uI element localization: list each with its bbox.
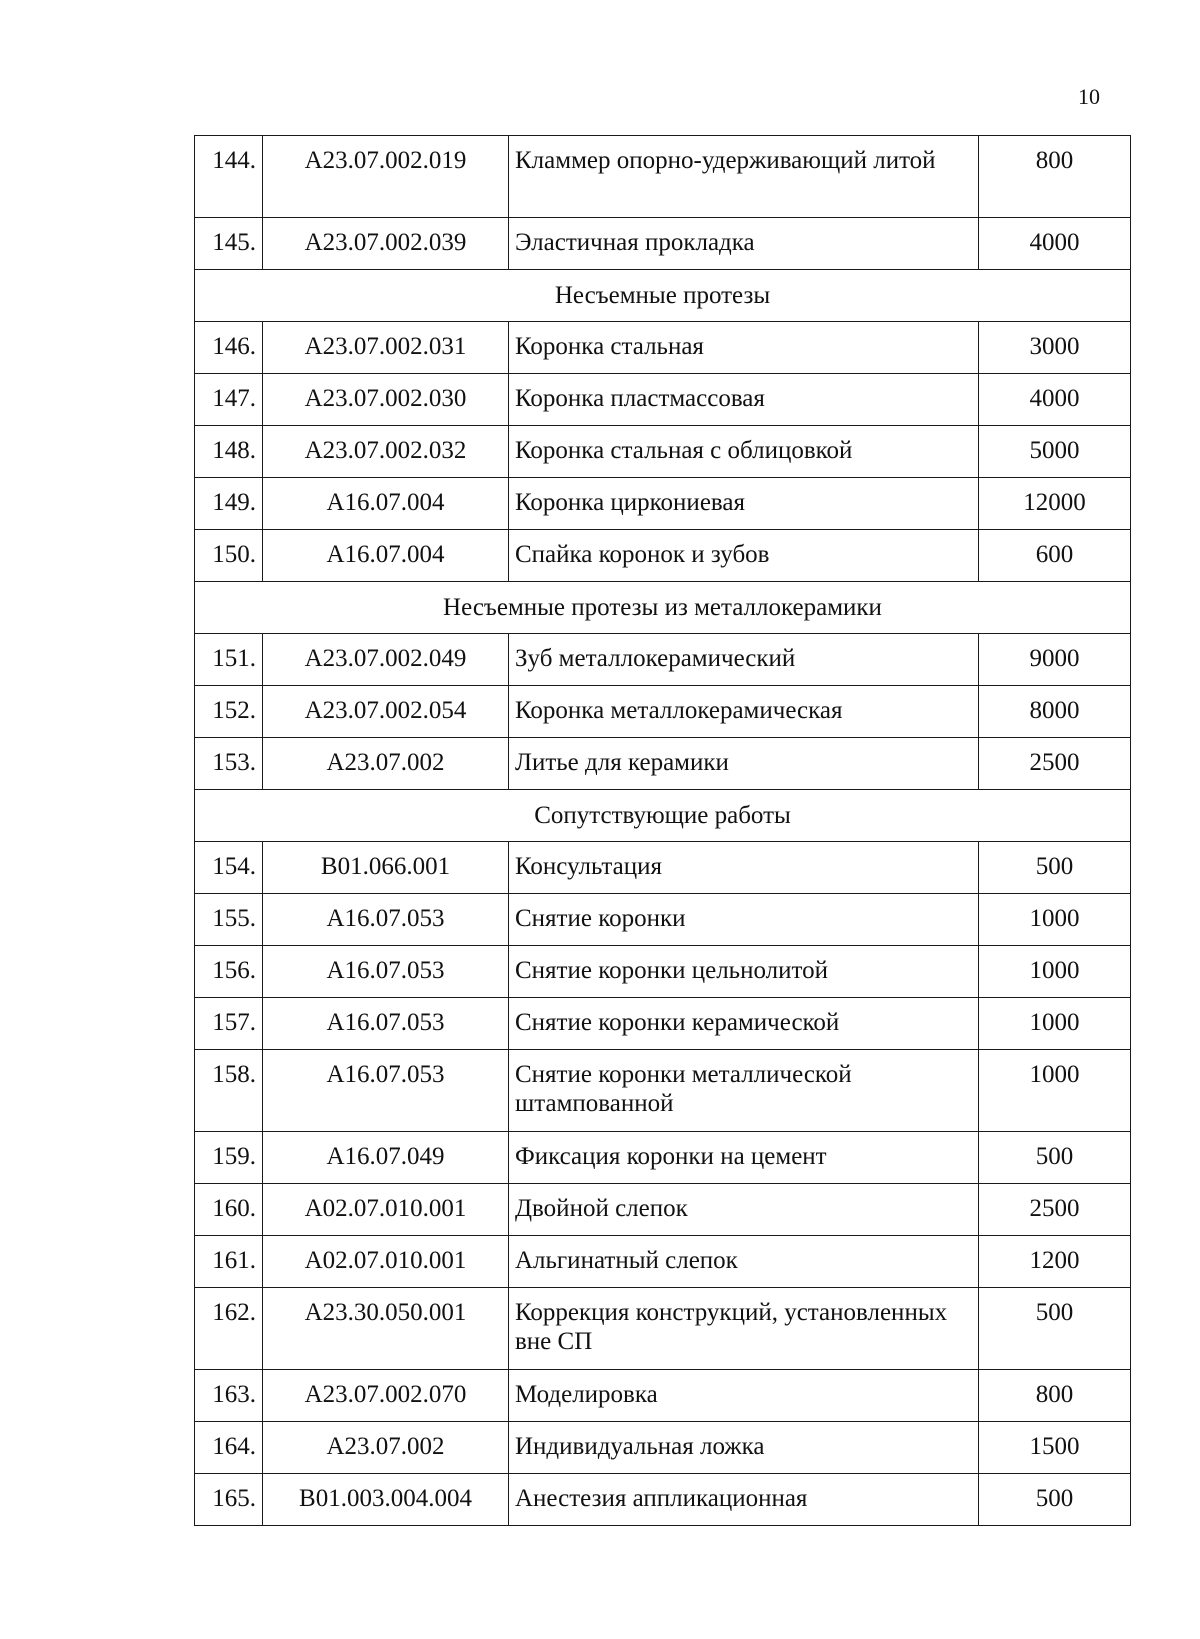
service-code: A23.07.002.049	[263, 634, 509, 686]
service-code: A16.07.053	[263, 946, 509, 998]
service-code: A23.07.002.039	[263, 218, 509, 270]
service-name: Анестезия аппликационная	[509, 1474, 979, 1526]
service-code: A23.07.002	[263, 738, 509, 790]
table-row	[195, 322, 1131, 374]
table-row	[195, 998, 1131, 1050]
service-price: 1000	[979, 1050, 1131, 1132]
service-code: A23.30.050.001	[263, 1288, 509, 1370]
table-row	[195, 1050, 1131, 1132]
service-name: Кламмер опорно-удерживающий литой	[509, 136, 979, 218]
service-name: Снятие коронки металлической штампованной	[509, 1050, 979, 1132]
service-price: 500	[979, 1288, 1131, 1370]
table-row	[195, 1422, 1131, 1474]
service-price: 5000	[979, 426, 1131, 478]
service-name: Коронка стальная с облицовкой	[509, 426, 979, 478]
service-code: A16.07.004	[263, 530, 509, 582]
service-name: Моделировка	[509, 1370, 979, 1422]
table-row	[195, 894, 1131, 946]
service-price: 1200	[979, 1236, 1131, 1288]
service-price: 500	[979, 1474, 1131, 1526]
service-code: A16.07.053	[263, 998, 509, 1050]
service-price: 600	[979, 530, 1131, 582]
page-number: 10	[1078, 84, 1100, 109]
table-row	[195, 634, 1131, 686]
service-price: 800	[979, 1370, 1131, 1422]
row-number: 165.	[195, 1474, 263, 1526]
service-name: Коронка стальная	[509, 322, 979, 374]
table-row	[195, 946, 1131, 998]
row-number: 147.	[195, 374, 263, 426]
table-row	[195, 530, 1131, 582]
row-number: 148.	[195, 426, 263, 478]
row-number: 149.	[195, 478, 263, 530]
row-number: 158.	[195, 1050, 263, 1132]
service-price: 2500	[979, 738, 1131, 790]
service-price: 4000	[979, 218, 1131, 270]
service-code: A02.07.010.001	[263, 1236, 509, 1288]
service-price: 4000	[979, 374, 1131, 426]
table-row	[195, 738, 1131, 790]
service-name: Коронка металлокерамическая	[509, 686, 979, 738]
row-number: 161.	[195, 1236, 263, 1288]
table-row	[195, 1132, 1131, 1184]
service-price: 3000	[979, 322, 1131, 374]
service-price: 500	[979, 1132, 1131, 1184]
row-number: 145.	[195, 218, 263, 270]
table-row	[195, 842, 1131, 894]
service-name: Снятие коронки цельнолитой	[509, 946, 979, 998]
row-number: 157.	[195, 998, 263, 1050]
service-code: A23.07.002.031	[263, 322, 509, 374]
table-row	[195, 1288, 1131, 1370]
table-row	[195, 426, 1131, 478]
service-name: Фиксация коронки на цемент	[509, 1132, 979, 1184]
service-name: Эластичная прокладка	[509, 218, 979, 270]
table-row	[195, 1184, 1131, 1236]
service-name: Снятие коронки	[509, 894, 979, 946]
service-name: Альгинатный слепок	[509, 1236, 979, 1288]
table-row	[195, 218, 1131, 270]
table-row	[195, 1474, 1131, 1526]
service-price: 500	[979, 842, 1131, 894]
service-name: Двойной слепок	[509, 1184, 979, 1236]
row-number: 152.	[195, 686, 263, 738]
service-code: A23.07.002.070	[263, 1370, 509, 1422]
row-number: 150.	[195, 530, 263, 582]
table-row	[195, 374, 1131, 426]
service-price: 800	[979, 136, 1131, 218]
service-code: A16.07.053	[263, 1050, 509, 1132]
service-name: Спайка коронок и зубов	[509, 530, 979, 582]
service-price: 9000	[979, 634, 1131, 686]
service-name: Коронка циркониевая	[509, 478, 979, 530]
row-number: 155.	[195, 894, 263, 946]
price-table	[194, 135, 1131, 1526]
section-title: Сопутствующие работы	[195, 790, 1131, 842]
section-header-row	[195, 790, 1131, 842]
service-price: 2500	[979, 1184, 1131, 1236]
table-row	[195, 686, 1131, 738]
service-code: A23.07.002.032	[263, 426, 509, 478]
service-name: Индивидуальная ложка	[509, 1422, 979, 1474]
service-price: 1000	[979, 946, 1131, 998]
service-price: 1000	[979, 894, 1131, 946]
row-number: 159.	[195, 1132, 263, 1184]
service-name: Снятие коронки керамической	[509, 998, 979, 1050]
service-code: B01.003.004.004	[263, 1474, 509, 1526]
section-header-row	[195, 270, 1131, 322]
price-table-body	[195, 136, 1131, 1526]
row-number: 144.	[195, 136, 263, 218]
section-title: Несъемные протезы из металлокерамики	[195, 582, 1131, 634]
service-name: Консультация	[509, 842, 979, 894]
row-number: 151.	[195, 634, 263, 686]
service-code: A23.07.002	[263, 1422, 509, 1474]
section-title: Несъемные протезы	[195, 270, 1131, 322]
service-code: B01.066.001	[263, 842, 509, 894]
row-number: 146.	[195, 322, 263, 374]
row-number: 163.	[195, 1370, 263, 1422]
service-code: A16.07.049	[263, 1132, 509, 1184]
service-code: A16.07.053	[263, 894, 509, 946]
service-name: Литье для керамики	[509, 738, 979, 790]
service-price: 12000	[979, 478, 1131, 530]
service-price: 8000	[979, 686, 1131, 738]
service-name: Коронка пластмассовая	[509, 374, 979, 426]
row-number: 153.	[195, 738, 263, 790]
row-number: 160.	[195, 1184, 263, 1236]
table-row	[195, 136, 1131, 218]
service-name: Коррекция конструкций, установленных вне СП	[509, 1288, 979, 1370]
service-code: A02.07.010.001	[263, 1184, 509, 1236]
service-code: A23.07.002.054	[263, 686, 509, 738]
row-number: 156.	[195, 946, 263, 998]
row-number: 162.	[195, 1288, 263, 1370]
service-price: 1500	[979, 1422, 1131, 1474]
row-number: 154.	[195, 842, 263, 894]
table-row	[195, 1370, 1131, 1422]
table-row	[195, 1236, 1131, 1288]
section-header-row	[195, 582, 1131, 634]
service-code: A23.07.002.019	[263, 136, 509, 218]
table-row	[195, 478, 1131, 530]
service-price: 1000	[979, 998, 1131, 1050]
service-name: Зуб металлокерамический	[509, 634, 979, 686]
service-code: A23.07.002.030	[263, 374, 509, 426]
row-number: 164.	[195, 1422, 263, 1474]
service-code: A16.07.004	[263, 478, 509, 530]
